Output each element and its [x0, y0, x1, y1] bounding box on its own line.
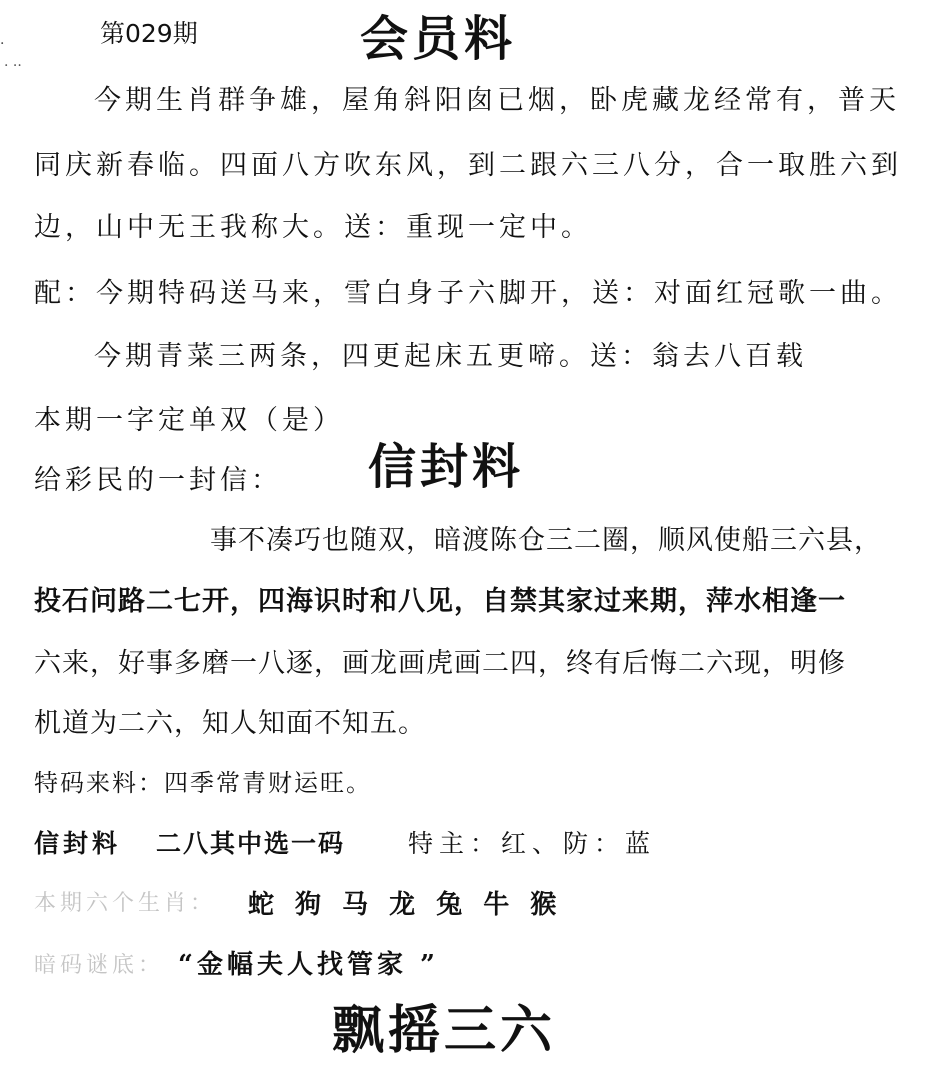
letter-line-4: 机道为二六，知人知面不知五。 — [34, 708, 426, 739]
members-line-2: 同庆新春临。四面八方吹东风，到二跟六三八分，合一取胜六到 — [34, 150, 902, 181]
letter-line-3: 六来，好事多磨一八逐，画龙画虎画二四，终有后悔二六现，明修 — [34, 648, 846, 679]
members-line-3: 边，山中无王我称大。送：重现一定中。 — [34, 212, 592, 243]
special-main: 特主：红、防：蓝 — [408, 829, 657, 858]
members-line-6: 本期一字定单双（是） — [34, 405, 344, 436]
riddle-text: “金幅夫人找管家 ” — [178, 950, 439, 980]
riddle-prefix: 暗码谜底： — [34, 953, 165, 978]
members-line-1: 今期生肖群争雄，屋角斜阳囱已烟，卧虎藏龙经常有，普天 — [94, 85, 900, 116]
pick-text: 二八其中选一码 — [156, 829, 346, 858]
zodiac-prefix: 本期六个生肖： — [34, 891, 217, 916]
letter-line-1: 事不凑巧也随双，暗渡陈仓三二圈，顺风使船三六县， — [210, 525, 882, 556]
issue-number: 第029期 — [100, 19, 198, 48]
letter-line-5: 特码来料：四季常青财运旺。 — [34, 769, 372, 797]
footer-title: 飘摇三六 — [332, 1000, 557, 1061]
margin-dots: · ·· — [4, 58, 22, 74]
corner-mark: · — [0, 36, 5, 52]
members-line-7: 给彩民的一封信： — [34, 465, 282, 496]
letter-title: 信封料 — [368, 439, 525, 495]
members-line-4: 配：今期特码送马来，雪白身子六脚开，送：对面红冠歌一曲。 — [34, 278, 902, 309]
letter-line-2: 投石问路二七开，四海识时和八见，自禁其家过来期，萍水相逢一 — [34, 586, 846, 617]
members-title: 会员料 — [360, 11, 517, 67]
members-line-5: 今期青菜三两条，四更起床五更啼。送：翁去八百载 — [94, 341, 807, 372]
zodiac-list: 蛇 狗 马 龙 兔 牛 猴 — [248, 890, 563, 920]
pick-label: 信封料 — [34, 829, 122, 858]
